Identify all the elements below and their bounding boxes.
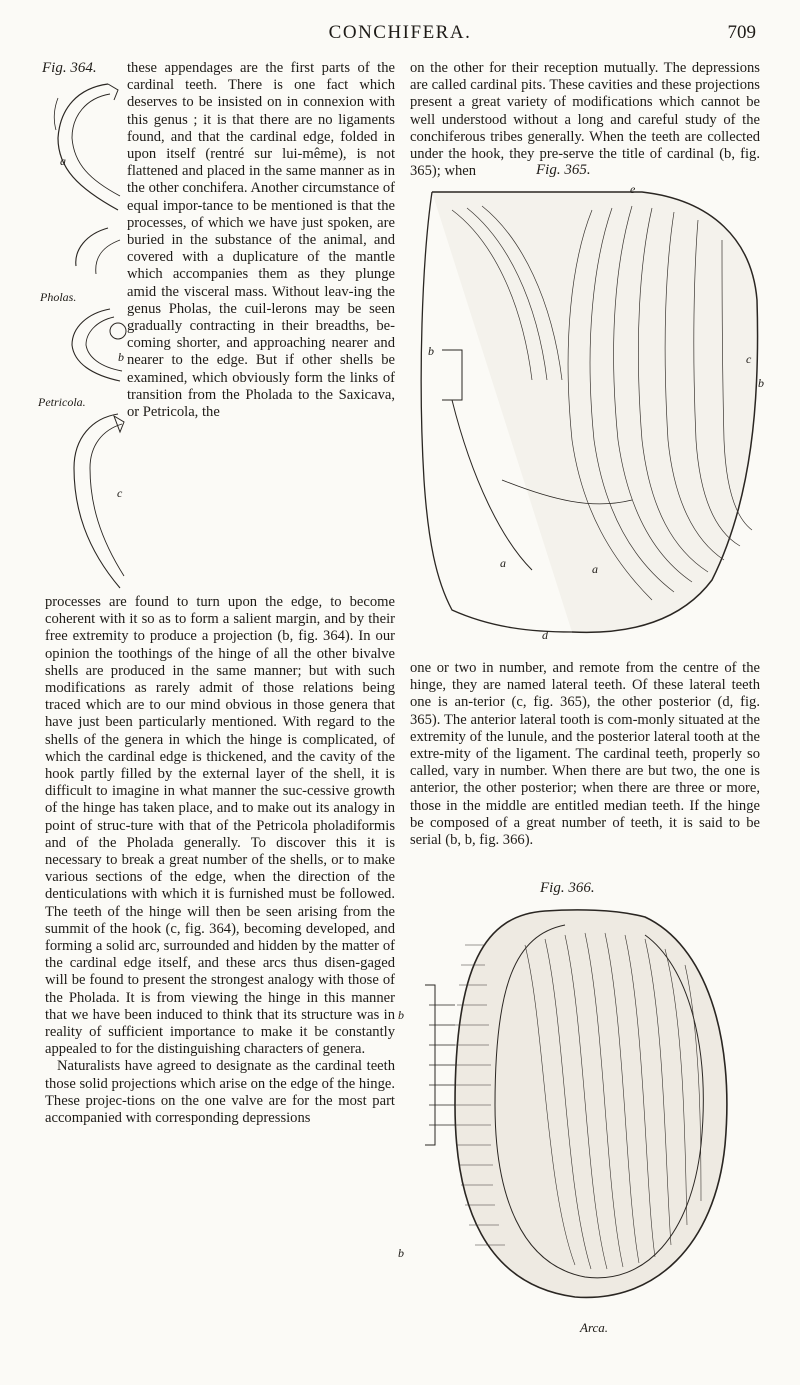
running-head: CONCHIFERA. [328,22,472,43]
right-column-mid-text [410,660,760,849]
fig-364-pholas-lower-drawing [48,305,128,385]
fig-365-letter-e-top: e [630,182,636,196]
fig-365-letter-a2: a [592,562,598,576]
fig-366-letter-b-top: b [398,1008,404,1022]
paragraph-left-2: Naturalists have agreed to designate as the cardinal teeth those solid projections which arise on the edge of the hinge. These projec-tions on the one valve are for the most part accompanied with corresponding depressions [45,1058,395,1127]
fig-364-caption: Fig. 364. [42,60,97,76]
fig-364-label-petricola: Petricola. [38,395,86,409]
left-column-wrap-text [127,60,395,421]
left-column-text [45,594,395,1127]
fig-365-letter-b-left: b [428,344,434,358]
fig-366-caption: Fig. 366. [540,880,595,896]
fig-366-letter-b-bottom: b [398,1246,404,1260]
paragraph-left-1: processes are found to turn upon the edge, to become coherent with it so as to form a salient margin, and by their free extremity to produce a projection (b, fig. 364). In our opinion the toothings of the hinge of all the other bivalve shells are produced in the same manner; but with such modifications as rarely admit of those relations being traced which are to our mind obvious in those genera that have just been particularly mentioned. With regard to the shells of the genera in which the hinge is complicated, of which the cardinal edge is thickened, and the cavity of the hook partly filled by the external layer of the shell, it is difficult to imagine in what manner the suc-cessive growth of the hinge has taken place, and to make out its analogy in point of struc-ture with that of the Petricola pholadiformis and of the Pholada generally. To discover this it is necessary to break a great number of the shells, or to make various sections of the edge, when the direction of the denticulations with which it is furnished must be followed. The teeth of the hinge will then be seen arising from the summit of the hook (c, fig. 364), becoming developed, and forming a solid arc, surrounded and hidden by the matter of the cardinal edge itself, and these arcs thus disen-gaged will be found to present the strongest analogy with those of the Pholada. It is from viewing the hinge in this manner that we have been induced to think that its structure was in reality of sufficient importance to make it be constantly appealed to for the distinguishing characters of genera. [45,594,395,1058]
fig-366-label-arca: Arca. [580,1320,609,1335]
fig-364-letter-c: c [117,486,123,500]
fig-364-letter-b: b [118,350,124,364]
page-number: 709 [727,22,756,43]
fig-365-letter-d: d [542,628,548,642]
paragraph-right-mid: one or two in number, and remote from the centre of the hinge, they are named lateral teeth. Of these lateral teeth one is an-terior (c, fig. 365), the other posterior (d, fig. 365). The anterior lateral tooth is com-monly situated at the extremity of the lunule, and the posterior lateral tooth at the extre-mity of the ligament. The cardinal teeth, properly so called, vary in number. When there are but two, the one is anterior, the other posterior; when there are three or more, those in the middle are entitled median teeth. If the hinge be composed of a great number of teeth, it is said to be serial (b, b, fig. 366). [410,660,760,849]
fig-365-letter-b-right: b [758,376,764,390]
fig-365-caption: Fig. 365. [536,162,591,178]
fig-364-letter-a: a [60,154,66,168]
fig-365-letter-a: a [500,556,506,570]
fig-364-petricola-drawing [48,408,128,598]
fig-365-hinge-drawing [412,180,767,640]
fig-364-label-pholas: Pholas. [40,290,77,304]
page-header [0,22,800,52]
paragraph-left-wrap: these appendages are the first parts of the cardinal teeth. There is one fact which deserves to be insisted on in connexion with this genus ; it is that there are no ligaments found, and that the cardinal edge, folded in upon itself (rentré sur lui-même), is not flattened and placed in the same manner as in the other conchifera. Another circumstance of equal impor-tance to be mentioned is that the processes, of which we have just spoken, are buried in the substance of the animal, and covered with a duplicature of the mantle which accompanies them as they plunge amid the visceral mass. Without leav-ing the genus Pholas, the cuil-lerons may be seen gradually contracting in their breadths, be-coming shorter, and approaching nearer and nearer to the edge. But if other shells be examined, which obviously form the links of transition from the Pholada to the Saxicava, or Petricola, the [127,60,395,421]
fig-366-arca-drawing [395,905,765,1315]
fig-365-letter-c-right: c [746,352,752,366]
fig-364-pholas-drawing [48,78,128,283]
paragraph-right-top: on the other for their reception mutually. The depressions are called cardinal pits. These cavities and these projections present a great variety of modifications which cannot be well understood without a long and careful study of the conchiferous tribes generally. When the teeth are collected under the hook, they pre-serve the title of cardinal (b, fig. 365); when [410,60,760,180]
